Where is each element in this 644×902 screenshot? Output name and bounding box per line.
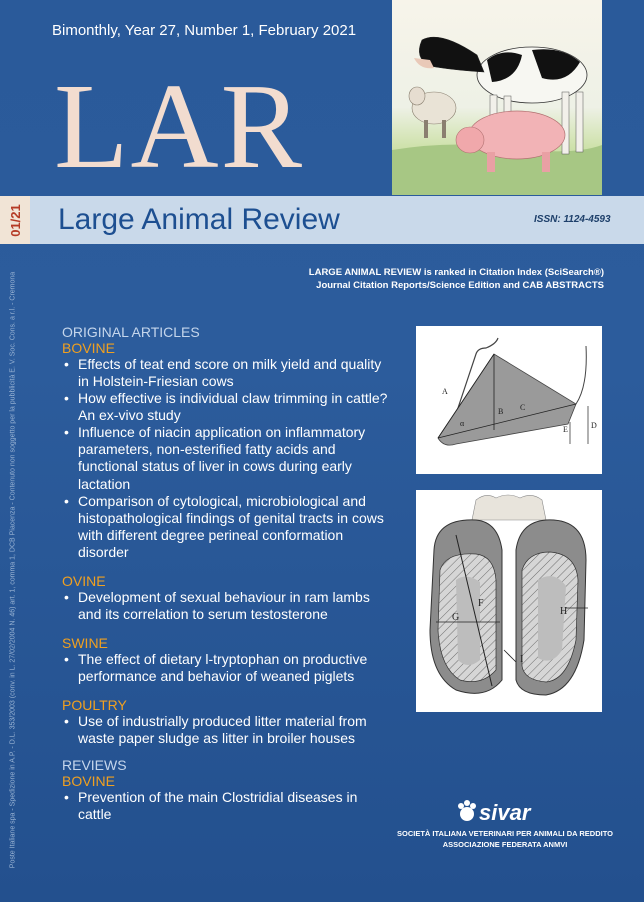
postal-notice-text: Poste Italiane spa - Spedizione in A.P. - D.L. 353/2003 (conv. in L. 27/02/2004 N. 46) art. 1, comma 1, DCB Piacenza - Contenuto non soggetto per la pubblicità E. V. Soc. Cons. a r.l. - Cremona (9, 271, 17, 869)
fig2-label-f: F (478, 598, 484, 609)
fig1-label-a: A (442, 387, 448, 396)
article-item[interactable]: • Effects of teat end score on milk yield and quality in Holstein-Friesian cows (62, 356, 392, 390)
section-original-articles: ORIGINAL ARTICLES (62, 324, 200, 340)
issue-line: Bimonthly, Year 27, Number 1, February 2021 (52, 22, 357, 39)
article-item[interactable]: • Influence of niacin application on inflammatory parameters, non-esterified fatty acids and functional status of liver in cows during early lactation (62, 424, 392, 492)
sivar-wordmark: sivar (479, 800, 531, 825)
fig1-label-d: D (591, 421, 597, 430)
issue-tab-label: 01/21 (7, 203, 23, 237)
journal-name: Large Animal Review (58, 203, 340, 236)
fig2-label-h: H (560, 606, 568, 617)
publisher-info (395, 828, 615, 851)
article-item[interactable]: • Use of industrially produced litter material from waste paper sludge as litter in broiler houses (62, 713, 392, 747)
article-item[interactable]: • How effective is individual claw trimming in cattle? An ex-vivo study (62, 390, 392, 424)
fig2-label-g: G (452, 612, 460, 623)
subsection-swine: SWINE (62, 635, 108, 652)
publisher-line-1: SOCIETÀ ITALIANA VETERINARI PER ANIMALI DA REDDITO (397, 829, 613, 838)
article-item[interactable]: • Development of sexual behaviour in ram lambs and its correlation to serum testosterone (62, 589, 392, 623)
claw-angle-diagram (416, 326, 602, 474)
ranking-line-2: Journal Citation Reports/Science Edition and CAB ABSTRACTS (316, 280, 604, 292)
paw-icon (458, 800, 476, 821)
table-of-contents (62, 324, 392, 824)
fig1-label-b: B (498, 407, 504, 416)
fig1-label-alpha: α (460, 419, 465, 428)
issn: ISSN: 1124-4593 (534, 214, 611, 225)
subsection-ovine: OVINE (62, 572, 106, 589)
fig1-label-e: E (563, 425, 568, 434)
sivar-logo (455, 798, 565, 826)
subsection-poultry: POULTRY (62, 697, 127, 714)
article-item[interactable]: • Comparison of cytological, microbiological and histopathological findings of genital tracts in cows with different degree perineal conformation disorder (62, 493, 392, 561)
article-item[interactable]: • The effect of dietary l-tryptophan on productive performance and behavior of weaned piglets (62, 651, 392, 685)
postal-notice (6, 250, 20, 890)
section-reviews: REVIEWS (62, 757, 127, 774)
subsection-bovine: BOVINE (62, 340, 115, 356)
fig2-label-i: I (520, 654, 524, 665)
journal-logo-title: LAR (54, 59, 304, 194)
ranking-notice (240, 266, 604, 293)
subsection-reviews-bovine: BOVINE (62, 773, 115, 790)
fig1-label-c: C (520, 403, 526, 412)
publisher-line-2: ASSOCIAZIONE FEDERATA ANMVI (442, 840, 568, 850)
issue-tab (0, 196, 30, 244)
article-item[interactable]: • Prevention of the main Clostridial diseases in cattle (62, 789, 392, 823)
cover-illustration-animals (392, 0, 602, 195)
claw-sole-diagram (416, 490, 602, 712)
ranking-line-1: LARGE ANIMAL REVIEW is ranked in Citation Index (SciSearch®) (308, 267, 604, 278)
